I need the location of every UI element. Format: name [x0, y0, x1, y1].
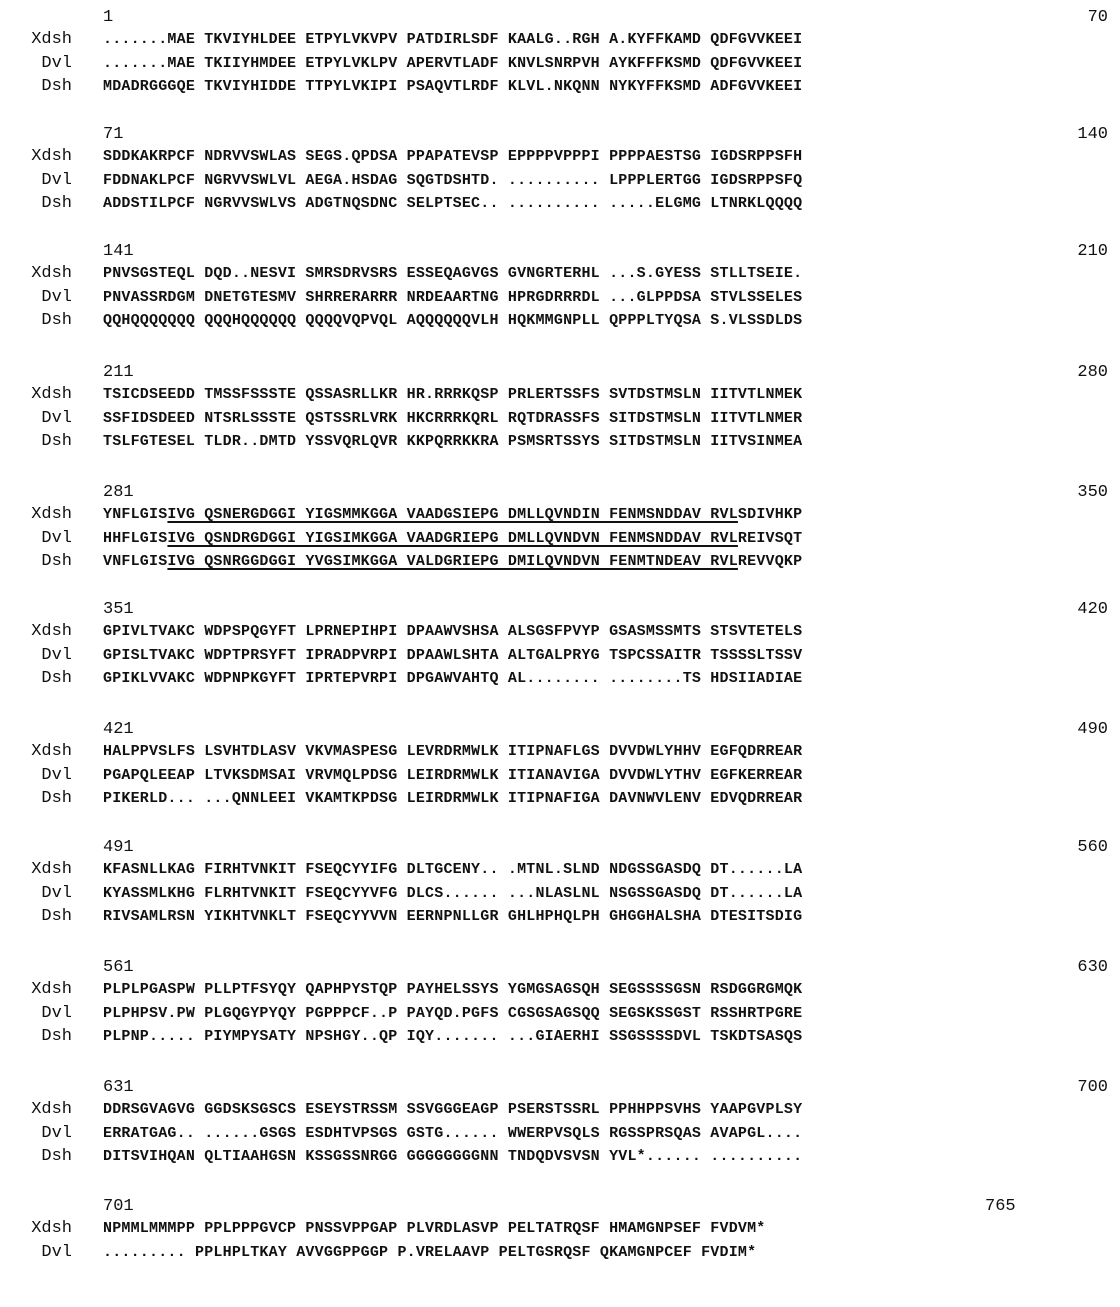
sequence-name: Dsh — [41, 77, 72, 96]
alignment-block — [0, 242, 1120, 352]
alignment-block — [0, 1197, 1120, 1307]
sequence-residues: NPMMLMMMPP PPLPPPGVCP PNSSVPPGAP PLVRDLASVP PELTATRQSF HMAMGNPSEF FVDVM* — [103, 1220, 766, 1237]
sequence-name: Dvl — [41, 288, 72, 307]
pdz-domain-segment: IVG QSNERGDGGI YIGSMMKGGA VAADGSIEPG DMLLQVNDIN FENMSNDDAV RVL — [167, 506, 738, 523]
alignment-block — [0, 1078, 1120, 1188]
position-start-label: 701 — [103, 1197, 134, 1216]
sequence-segment: HHFLGIS — [103, 530, 168, 547]
position-start-label: 281 — [103, 483, 134, 502]
sequence-name: Dsh — [41, 432, 72, 451]
sequence-segment: VNFLGIS — [103, 553, 168, 570]
alignment-block — [0, 483, 1120, 593]
position-end-label: 140 — [1077, 125, 1108, 144]
position-end-label: 70 — [1087, 8, 1108, 27]
sequence-name: Dvl — [41, 54, 72, 73]
sequence-name: Dvl — [41, 1004, 72, 1023]
sequence-residues: SSFIDSDEED NTSRLSSSTE QSTSSRLVRK HKCRRRKQRL RQTDRASSFS SITDSTMSLN IITVTLNMER — [103, 410, 803, 427]
sequence-name: Dvl — [41, 1124, 72, 1143]
sequence-residues: KYASSMLKHG FLRHTVNKIT FSEQCYYVFG DLCS...... ...NLASLNL NSGSSGASDQ DT......LA — [103, 885, 803, 902]
sequence-name: Xdsh — [31, 147, 72, 166]
pdz-domain-segment: IVG QSNRGGDGGI YVGSIMKGGA VALDGRIEPG DMILQVNDVN FENMTNDEAV RVL — [167, 553, 738, 570]
sequence-residues: FDDNAKLPCF NGRVVSWLVL AEGA.HSDAG SQGTDSHTD. .......... LPPPLERTGG IGDSRPPSFQ — [103, 172, 803, 189]
alignment-block — [0, 8, 1120, 118]
alignment-block — [0, 125, 1120, 235]
sequence-residues: TSLFGTESEL TLDR..DMTD YSSVQRLQVR KKPQRRKKRA PSMSRTSSYS SITDSTMSLN IITVSINMEA — [103, 433, 803, 450]
position-start-label: 1 — [103, 8, 114, 27]
position-start-label: 141 — [103, 242, 134, 261]
sequence-residues — [103, 503, 802, 527]
sequence-segment: SDIVHKP — [737, 506, 803, 523]
sequence-name: Dsh — [41, 552, 72, 571]
sequence-residues: DITSVIHQAN QLTIAAHGSN KSSGSSNRGG GGGGGGGGNN TNDQDVSVSN YVL*...... .......... — [103, 1148, 803, 1165]
position-end-label: 560 — [1077, 838, 1108, 857]
sequence-residues: ......... PPLHPLTKAY AVVGGPPGGP P.VRELAAVP PELTGSRQSF QKAMGNPCEF FVDIM* — [103, 1244, 757, 1261]
sequence-name: Dvl — [41, 1243, 72, 1262]
sequence-residues: .......MAE TKVIYHLDEE ETPYLVKVPV PATDIRLSDF KAALG..RGH A.KYFFKAMD QDFGVVKEEI — [103, 31, 803, 48]
position-end-label: 700 — [1077, 1078, 1108, 1097]
sequence-name: Xdsh — [31, 505, 72, 524]
sequence-residues: MDADRGGGQE TKVIYHIDDE TTPYLVKIPI PSAQVTLRDF KLVL.NKQNN NYKYFFKSMD ADFGVVKEEI — [103, 78, 803, 95]
sequence-residues: .......MAE TKIIYHMDEE ETPYLVKLPV APERVTLADF KNVLSNRPVH AYKFFFKSMD QDFGVVKEEI — [103, 55, 803, 72]
sequence-residues: HALPPVSLFS LSVHTDLASV VKVMASPESG LEVRDRMWLK ITIPNAFLGS DVVDWLYHHV EGFQDRREAR — [103, 743, 803, 760]
sequence-residues: PLPHPSV.PW PLGQGYPYQY PGPPPCF..P PAYQD.PGFS CGSGSAGSQQ SEGSKSSGST RSSHRTPGRE — [103, 1005, 803, 1022]
sequence-segment: REVVQKP — [737, 553, 803, 570]
sequence-name: Dsh — [41, 1027, 72, 1046]
position-start-label: 351 — [103, 600, 134, 619]
sequence-name: Xdsh — [31, 980, 72, 999]
sequence-residues: GPIKLVVAKC WDPNPKGYFT IPRTEPVRPI DPGAWVAHTQ AL........ ........TS HDSIIADIAE — [103, 670, 803, 687]
sequence-residues: KFASNLLKAG FIRHTVNKIT FSEQCYYIFG DLTGCENY.. .MTNL.SLND NDGSSGASDQ DT......LA — [103, 861, 803, 878]
sequence-residues: PNVASSRDGM DNETGTESMV SHRRERARRR NRDEAARTNG HPRGDRRRDL ...GLPPDSA STVLSSELES — [103, 289, 803, 306]
position-end-label: 765 — [985, 1197, 1016, 1216]
sequence-name: Xdsh — [31, 385, 72, 404]
position-start-label: 211 — [103, 363, 134, 382]
sequence-name: Xdsh — [31, 742, 72, 761]
alignment-block — [0, 958, 1120, 1068]
sequence-name: Dvl — [41, 409, 72, 428]
sequence-name: Xdsh — [31, 1100, 72, 1119]
pdz-domain-segment: IVG QSNDRGDGGI YIGSIMKGGA VAADGRIEPG DMLLQVNDVN FENMSNDDAV RVL — [167, 530, 738, 547]
position-start-label: 421 — [103, 720, 134, 739]
position-end-label: 280 — [1077, 363, 1108, 382]
sequence-name: Dvl — [41, 171, 72, 190]
sequence-name: Xdsh — [31, 30, 72, 49]
sequence-residues: PIKERLD... ...QNNLEEI VKAMTKPDSG LEIRDRMWLK ITIPNAFIGA DAVNWVLENV EDVQDRREAR — [103, 790, 803, 807]
sequence-name: Dvl — [41, 529, 72, 548]
alignment-block — [0, 363, 1120, 473]
sequence-name: Dvl — [41, 766, 72, 785]
position-end-label: 420 — [1077, 600, 1108, 619]
sequence-residues: GPISLTVAKC WDPTPRSYFT IPRADPVRPI DPAAWLSHTA ALTGALPRYG TSPCSSAITR TSSSSLTSSV — [103, 647, 803, 664]
position-start-label: 631 — [103, 1078, 134, 1097]
sequence-name: Dsh — [41, 194, 72, 213]
position-start-label: 491 — [103, 838, 134, 857]
position-end-label: 350 — [1077, 483, 1108, 502]
sequence-residues: PLPLPGASPW PLLPTFSYQY QAPHPYSTQP PAYHELSSYS YGMGSAGSQH SEGSSSSGSN RSDGGRGMQK — [103, 981, 803, 998]
position-end-label: 210 — [1077, 242, 1108, 261]
sequence-name: Dsh — [41, 907, 72, 926]
sequence-residues: SDDKAKRPCF NDRVVSWLAS SEGS.QPDSA PPAPATEVSP EPPPPVPPPI PPPPAESTSG IGDSRPPSFH — [103, 148, 803, 165]
sequence-residues — [103, 550, 802, 574]
sequence-residues: PLPNP..... PIYMPYSATY NPSHGY..QP IQY....... ...GIAERHI SSGSSSSDVL TSKDTSASQS — [103, 1028, 803, 1045]
sequence-residues: TSICDSEEDD TMSSFSSSTE QSSASRLLKR HR.RRRKQSP PRLERTSSFS SVTDSTMSLN IITVTLNMEK — [103, 386, 803, 403]
sequence-segment: YNFLGIS — [103, 506, 168, 523]
sequence-name: Dsh — [41, 789, 72, 808]
position-start-label: 71 — [103, 125, 124, 144]
sequence-name: Xdsh — [31, 1219, 72, 1238]
sequence-name: Dsh — [41, 669, 72, 688]
sequence-name: Xdsh — [31, 264, 72, 283]
sequence-residues: ERRATGAG.. ......GSGS ESDHTVPSGS GSTG...... WWERPVSQLS RGSSPRSQAS AVAPGL.... — [103, 1125, 803, 1142]
sequence-residues: DDRSGVAGVG GGDSKSGSCS ESEYSTRSSM SSVGGGEAGP PSERSTSSRL PPHHPPSVHS YAAPGVPLSY — [103, 1101, 803, 1118]
sequence-name: Xdsh — [31, 622, 72, 641]
sequence-name: Dsh — [41, 311, 72, 330]
position-start-label: 561 — [103, 958, 134, 977]
sequence-name: Dvl — [41, 884, 72, 903]
alignment-block — [0, 838, 1120, 948]
sequence-name: Dsh — [41, 1147, 72, 1166]
sequence-residues: QQHQQQQQQQ QQQHQQQQQQ QQQQVQPVQL AQQQQQQVLH HQKMMGNPLL QPPPLTYQSA S.VLSSDLDS — [103, 312, 803, 329]
position-end-label: 490 — [1077, 720, 1108, 739]
alignment-block — [0, 720, 1120, 830]
sequence-residues: ADDSTILPCF NGRVVSWLVS ADGTNQSDNC SELPTSEC.. .......... .....ELGMG LTNRKLQQQQ — [103, 195, 803, 212]
sequence-residues: RIVSAMLRSN YIKHTVNKLT FSEQCYYVVN EERNPNLLGR GHLHPHQLPH GHGGHALSHA DTESITSDIG — [103, 908, 803, 925]
sequence-residues: PNVSGSTEQL DQD..NESVI SMRSDRVSRS ESSEQAGVGS GVNGRTERHL ...S.GYESS STLLTSEIE. — [103, 265, 803, 282]
alignment-block — [0, 600, 1120, 710]
sequence-residues — [103, 527, 802, 551]
sequence-name: Dvl — [41, 646, 72, 665]
position-end-label: 630 — [1077, 958, 1108, 977]
sequence-name: Xdsh — [31, 860, 72, 879]
sequence-residues: GPIVLTVAKC WDPSPQGYFT LPRNEPIHPI DPAAWVSHSA ALSGSFPVYP GSASMSSMTS STSVTETELS — [103, 623, 803, 640]
sequence-segment: REIVSQT — [737, 530, 803, 547]
sequence-residues: PGAPQLEEAP LTVKSDMSAI VRVMQLPDSG LEIRDRMWLK ITIANAVIGA DVVDWLYTHV EGFKERREAR — [103, 767, 803, 784]
